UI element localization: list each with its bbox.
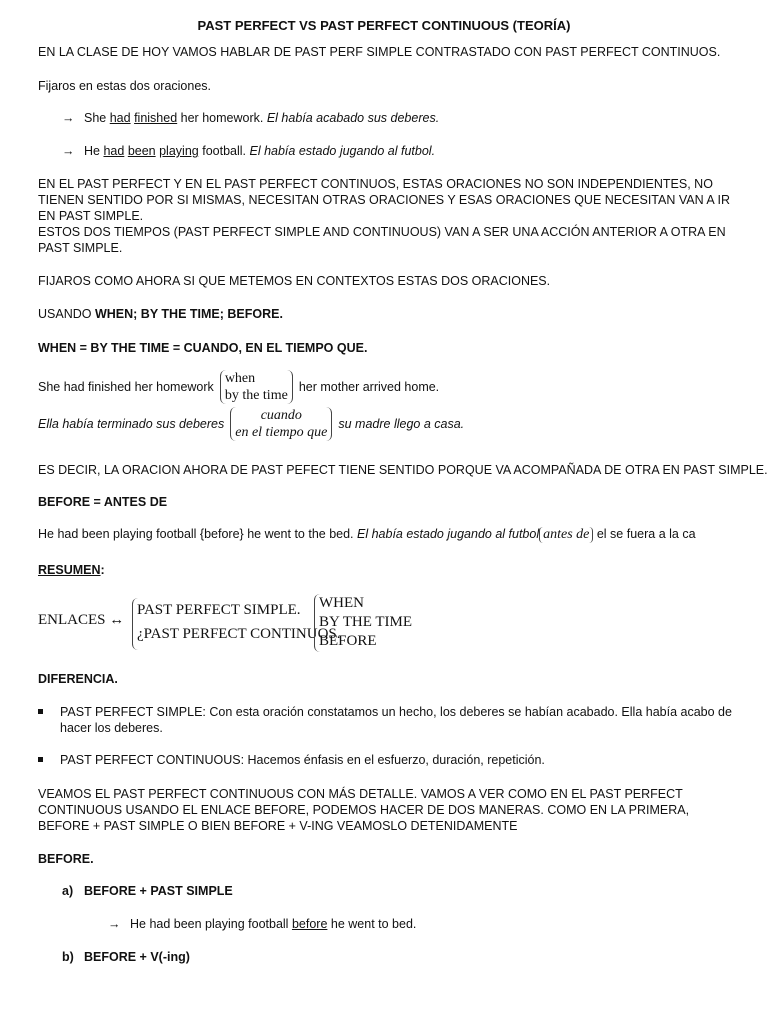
bullet-icon (38, 704, 46, 714)
english-brace-sentence: She had finished her homework when by the time her mother arrived home. (38, 371, 440, 403)
arrow-icon: → (108, 917, 121, 931)
enlaces-tenses: PAST PERFECT SIMPLE. ¿PAST PERFECT CONTINUOS. (132, 598, 317, 650)
item-b: b) BEFORE + V(-ing) (62, 950, 190, 964)
bullet-icon (38, 752, 46, 762)
item-a-example: → He had been playing football before he went to bed. (108, 917, 417, 931)
before-example: He had been playing football {before} he went to the bed. El había estado jugando al futbol antes de el se fuera a la ca (38, 527, 696, 542)
paragraph-2: ESTOS DOS TIEMPOS (PAST PERFECT SIMPLE AND CONTINUOUS) VAN A SER UNA ACCIÓN ANTERIOR A OTRA EN PAST SIMPLE. (38, 225, 726, 255)
when-definition: WHEN = BY THE TIME = CUANDO, EN EL TIEMPO QUE. (38, 341, 368, 355)
before-heading: BEFORE. (38, 852, 94, 866)
resumen-heading: RESUMEN: (38, 563, 105, 577)
before-definition: BEFORE = ANTES DE (38, 495, 168, 509)
paragraph-4: ES DECIR, LA ORACION AHORA DE PAST PEFECT TIENE SENTIDO PORQUE VA ACOMPAÑADA DE OTRA EN PAST SIMPLE. (38, 463, 768, 477)
look-line: Fijaros en estas dos oraciones. (38, 79, 212, 93)
enlaces-connectors: WHEN BY THE TIME BEFORE (314, 594, 412, 652)
using-line: USANDO WHEN; BY THE TIME; BEFORE. (38, 307, 283, 321)
enlaces-label: ENLACES ↔ (38, 612, 125, 628)
paragraph-3: FIJAROS COMO AHORA SI QUE METEMOS EN CONTEXTOS ESTAS DOS ORACIONES. (38, 274, 551, 288)
document-title: PAST PERFECT VS PAST PERFECT CONTINUOUS (TEORÍA) (197, 18, 571, 33)
example-2: → He had been playing football. El había estado jugando al futbol. (62, 144, 436, 158)
bullet-item-2: PAST PERFECT CONTINUOUS: Hacemos énfasis en el esfuerzo, duración, repetición. (60, 753, 545, 767)
paragraph-1: EN EL PAST PERFECT Y EN EL PAST PERFECT CONTINUOS, ESTAS ORACIONES NO SON INDEPENDIENTES, NO TIENEN SENTIDO POR SI MISMAS, NECESITAN OTRAS ORACIONES Y ESAS ORACIONES QUE NECESITAN VAN A IR EN PAST SIMPLE. (38, 177, 731, 223)
example-1: → She had finished her homework. El había acabado sus deberes. (62, 111, 440, 125)
bullet-item-1: PAST PERFECT SIMPLE: Con esta oración constatamos un hecho, los deberes se habían acabado. Ella había acabo de hacer los deberes. (60, 705, 732, 735)
antes-de-box: antes de (539, 527, 593, 543)
item-a: a) BEFORE + PAST SIMPLE (62, 884, 233, 898)
spanish-brace-sentence: Ella había terminado sus deberes cuando en el tiempo que su madre llego a casa. (38, 408, 465, 440)
connector-brace: when by the time (220, 370, 293, 404)
intro-line: EN LA CLASE DE HOY VAMOS HABLAR DE PAST PERF SIMPLE CONTRASTADO CON PAST PERFECT CONTINUOS. (38, 45, 721, 59)
paragraph-5: VEAMOS EL PAST PERFECT CONTINUOUS CON MÁS DETALLE. VAMOS A VER COMO EN EL PAST PERFECT CONTINUOUS USANDO EL ENLACE BEFORE, PODEMOS HACER DE DOS MANERAS. COMO EN LA PRIMERA, BEFORE + PAST SIMPLE O BIEN BEFORE + V-ING VEAMOSLO DETENIDAMENTE (38, 787, 690, 833)
diferencia-heading: DIFERENCIA. (38, 672, 118, 686)
arrow-icon: → (62, 111, 75, 125)
arrow-icon: → (62, 144, 75, 158)
connector-brace: cuando en el tiempo que (230, 407, 332, 441)
